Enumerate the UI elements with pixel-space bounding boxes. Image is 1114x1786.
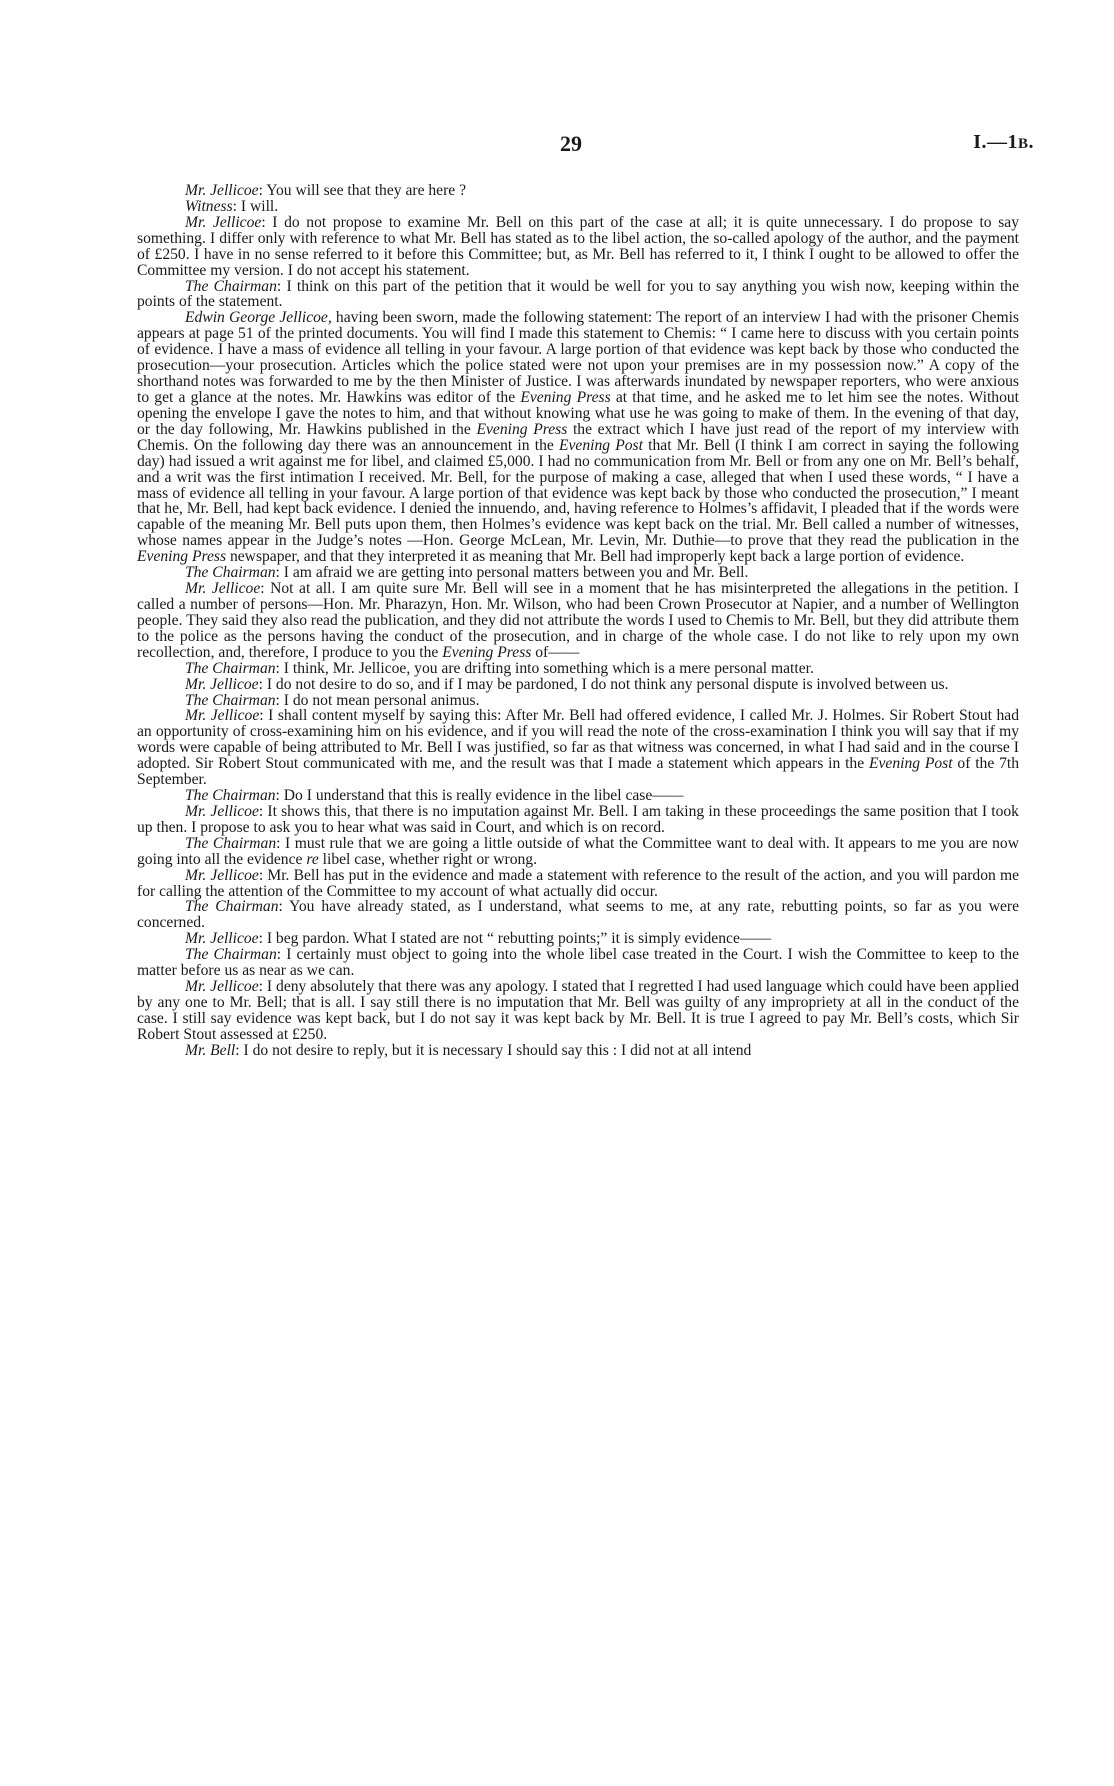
paragraph: Mr. Jellicoe: Mr. Bell has put in the evidence and made a statement with reference to the result of the action, and you will pardon me for calling the attention of the Committee to my account of what actually did occur.	[137, 866, 1020, 900]
paragraph: Mr. Jellicoe: I deny absolutely that there was any apology. I stated that I regretted I had used language which could have been applied by any one to Mr. Bell; that is all. I say still there is no imputation that Mr. Bell was guilty of any impropriety at all in the conduct of the case. I still say evidence was kept back, but I do not say it was kept back by Mr. Bell. It is true I agreed to pay Mr. Bell’s costs, which Sir Robert Stout assessed at £250.	[137, 978, 1020, 1043]
paragraph: Witness: I will.	[185, 197, 279, 215]
document-code	[973, 131, 1034, 154]
speaker: Mr. Jellicoe	[185, 930, 259, 948]
speaker: The Chairman	[185, 564, 276, 582]
paragraph: Mr. Jellicoe: I do not desire to do so, and if I may be pardoned, I do not think any personal dispute is involved between us.	[185, 675, 949, 693]
newspaper-title: Evening Press	[476, 420, 568, 438]
speaker: The Chairman	[185, 834, 277, 852]
newspaper-title: Evening Press	[520, 388, 611, 406]
paragraph: Mr. Jellicoe: It shows this, that there is no imputation against Mr. Bell. I am taking in these proceedings the same position that I took up then. I propose to ask you to hear what was said in Court, and which is on record.	[137, 802, 1019, 836]
paragraph: Mr. Jellicoe: Not at all. I am quite sure Mr. Bell will see in a moment that he has misinterpreted the allegations in the petition. I called a number of persons—Hon. Mr. Pharazyn, Hon. Mr. Wilson, who had been Crown Prosecutor at Napier, and a number of Wellington people. They said they also read the publication, and they did not attribute the words I used to Chemis to Mr. Bell, but they did attribute them to the police as the persons having the conduct of the prosecution, and in charge of the whole case. I do not like to rely upon my own recollection, and, therefore, I produce to you the Evening Press of——	[137, 580, 1019, 661]
body-text	[137, 183, 1019, 1059]
paragraph: Mr. Jellicoe: I shall content myself by saying this: After Mr. Bell had offered evidence, I called Mr. J. Holmes. Sir Robert Stout had an opportunity of cross-examining him on his evidence, and if you will read the note of the cross-examination I think you will say that if my words were capable of being attributed to Mr. Bell I was justified, so far as that witness was concerned, in what I had said and in the course I adopted. Sir Robert Stout communicated with me, and the result was that I made a statement which appears in the Evening Post of the 7th September.	[137, 707, 1020, 789]
newspaper-title: Evening Press	[442, 643, 532, 661]
doc-code-main: I.—1	[973, 131, 1018, 153]
paragraph: The Chairman: I do not mean personal animus.	[185, 691, 480, 709]
speaker: Mr. Bell	[185, 1041, 236, 1059]
latin-term: re	[306, 850, 319, 868]
paragraph: Mr. Jellicoe: I do not propose to examine Mr. Bell on this part of the case at all; it is quite unnecessary. I do propose to say something. I differ only with reference to what Mr. Bell has stated as to the libel action, the so-called apology of the author, and the payment of £250. I have in no sense referred to it before this Committee; but, as Mr. Bell has referred to it, I think I ought to be allowed to offer the Committee my version. I do not accept his statement.	[137, 213, 1019, 279]
speaker: The Chairman	[185, 898, 279, 916]
speaker: Edwin George Jellicoe,	[185, 309, 332, 327]
newspaper-title: Evening Post	[558, 436, 643, 454]
doc-code-end: .	[1028, 131, 1034, 153]
doc-code-suffix: B	[1017, 136, 1029, 152]
speaker: Mr. Jellicoe	[185, 182, 259, 199]
paragraph: The Chairman: I certainly must object to going into the whole libel case treated in the Court. I wish the Committee to keep to the matter before us as near as we can.	[137, 946, 1019, 980]
speaker: Witness	[185, 197, 233, 215]
speaker: Mr. Jellicoe	[185, 580, 261, 598]
speaker: Mr. Jellicoe	[185, 802, 259, 820]
paragraph: The Chairman: I think, Mr. Jellicoe, you are drifting into something which is a mere personal matter.	[185, 659, 814, 677]
speaker: Mr. Jellicoe	[185, 978, 259, 996]
speaker: The Chairman	[185, 787, 276, 805]
paragraph: Edwin George Jellicoe, having been sworn, made the following statement: The report of an interview I had with the prisoner Chemis appears at page 51 of the printed documents. You will find I made this statement to Chemis: “ I came here to discuss with you certain points of evidence. I have a mass of evidence all telling in your favour. A large portion of that evidence was kept back by those who conducted the prosecution—your prosecution. Articles which the police stated were not upon your premises are in my possession now.” A copy of the shorthand notes was forwarded to me by the then Minister of Justice. I was afterwards inundated by newspaper reporters, who were anxious to get a glance at the notes. Mr. Hawkins was editor of the Evening Press at that time, and he asked me to let him see the notes. Without opening the envelope I gave the notes to him, and that without knowing what use he was going to make of them. In the evening of that day, or the day following, Mr. Hawkins published in the Evening Press the extract which I have just read of the report of my interview with Chemis. On the following day there was an announcement in the Evening Post that Mr. Bell (I think I am correct in saying the following day) had issued a writ against me for libel, and claimed £5,000. I had no communication from Mr. Bell or from any one on Mr. Bell’s behalf, and a writ was the first intimation I received. Mr. Bell, for the purpose of making a case, alleged that when I used these words, “ I have a mass of evidence all telling in your favour. A large portion of that evidence was kept back by those who conducted the prosecution,” I meant that he, Mr. Bell, had kept back evidence. I denied the innuendo, and, having reference to Holmes’s affidavit, I pleaded that if the words were capable of the meaning Mr. Bell puts upon them, then Holmes’s evidence was kept back on the trial. Mr. Bell called a number of witnesses, whose names appear in the Judge’s notes —Hon. George McLean, Mr. Levin, Mr. Duthie—to prove that they read the publication in the Evening Press newspaper, and that they interpreted it as meaning that Mr. Bell had improperly kept back a large portion of evidence.	[137, 309, 1020, 566]
paragraph: Mr. Bell: I do not desire to reply, but it is necessary I should say this : I did not at all intend	[185, 1041, 752, 1059]
speaker: Mr. Jellicoe	[185, 213, 262, 231]
paragraph: The Chairman: You have already stated, as I understand, what seems to me, at any rate, rebutting points, so far as you were concerned.	[137, 898, 1019, 932]
paragraph: The Chairman: Do I understand that this is really evidence in the libel case——	[185, 787, 684, 805]
paragraph: The Chairman: I think on this part of the petition that it would be well for you to say anything you wish now, keeping within the points of the statement.	[137, 277, 1019, 311]
paragraph: The Chairman: I am afraid we are getting into personal matters between you and Mr. Bell.	[185, 564, 749, 582]
speaker: The Chairman	[185, 277, 277, 295]
speaker: Mr. Jellicoe	[185, 675, 259, 693]
paragraph: Mr. Jellicoe: You will see that they are here ?	[185, 182, 467, 199]
paragraph: The Chairman: I must rule that we are going a little outside of what the Committee want to deal with. It appears to me you are now going into all the evidence re libel case, whether right or wrong.	[137, 834, 1019, 868]
speaker: The Chairman	[185, 691, 276, 709]
newspaper-title: Evening Press	[137, 548, 227, 566]
page-header	[0, 131, 1114, 161]
paragraph: Mr. Jellicoe: I beg pardon. What I stated are not “ rebutting points;” it is simply evidence——	[185, 930, 772, 948]
page-number: 29	[560, 131, 582, 156]
speaker: The Chairman	[185, 946, 277, 964]
speaker: Mr. Jellicoe	[185, 866, 259, 884]
newspaper-title: Evening Post	[868, 755, 953, 773]
speaker: The Chairman	[185, 659, 276, 677]
speaker: Mr. Jellicoe	[185, 707, 260, 725]
